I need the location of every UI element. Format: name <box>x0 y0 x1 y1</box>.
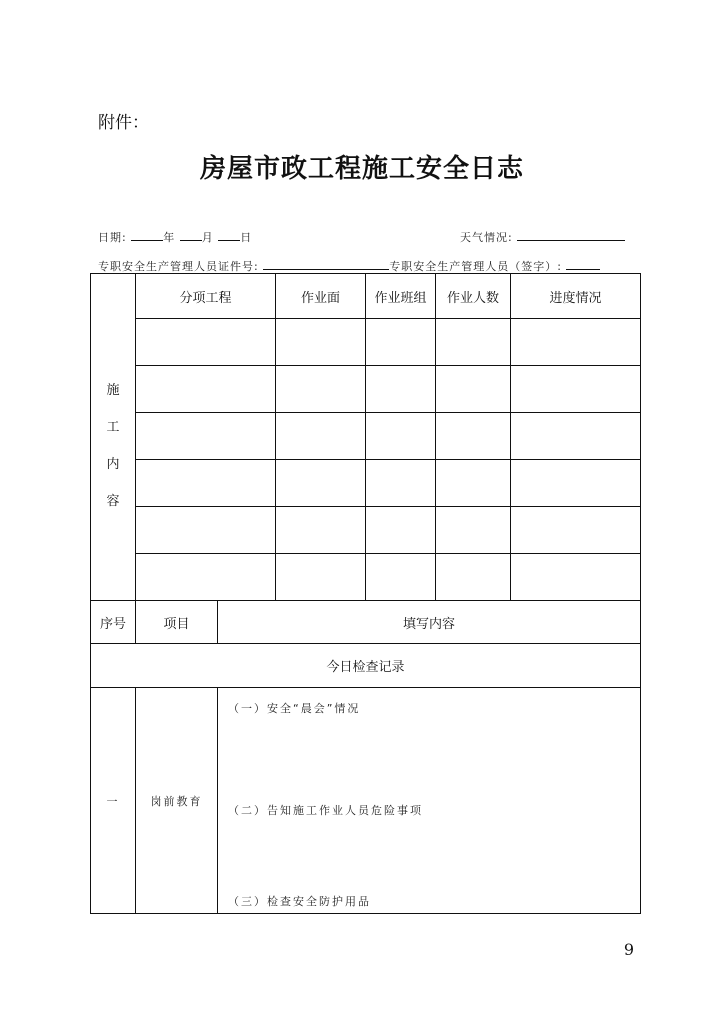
content-line-protective-equipment[interactable]: （三）检查安全防护用品 <box>228 895 371 908</box>
table-cell[interactable] <box>136 507 275 553</box>
month-label: 月 <box>201 231 214 244</box>
table-cell[interactable] <box>366 413 435 459</box>
month-blank[interactable] <box>180 230 202 241</box>
table-cell[interactable] <box>276 460 365 506</box>
content-line-hazard-notice[interactable]: （二）告知施工作业人员危险事项 <box>228 804 423 817</box>
table-cell[interactable] <box>436 413 510 459</box>
day-blank[interactable] <box>218 230 240 241</box>
year-label: 年 <box>163 231 176 244</box>
table-border <box>90 913 641 914</box>
table-cell[interactable] <box>366 507 435 553</box>
section-char: 容 <box>106 494 120 509</box>
table-cell[interactable] <box>511 366 640 412</box>
table-cell[interactable] <box>511 319 640 365</box>
table-cell[interactable] <box>276 319 365 365</box>
table-cell[interactable] <box>136 554 275 600</box>
table-cell[interactable] <box>276 366 365 412</box>
table-cell[interactable] <box>136 413 275 459</box>
section-char: 内 <box>106 457 120 472</box>
table-cell[interactable] <box>511 554 640 600</box>
section-title-inspection: 今日检查记录 <box>326 660 405 675</box>
col-header-item: 项目 <box>163 616 190 632</box>
year-blank[interactable] <box>131 230 163 241</box>
weather-field[interactable] <box>460 229 625 245</box>
table-cell[interactable] <box>276 554 365 600</box>
table-cell[interactable] <box>436 460 510 506</box>
col-header-progress: 进度情况 <box>549 290 602 306</box>
grid-line <box>217 687 218 914</box>
section-char: 施 <box>106 383 120 398</box>
weather-label: 天气情况: <box>460 231 513 244</box>
section-label-construction <box>91 372 135 520</box>
table-cell[interactable] <box>436 507 510 553</box>
col-header-subproject: 分项工程 <box>179 290 232 306</box>
page-title: 房屋市政工程施工安全日志 <box>199 154 524 184</box>
table-cell[interactable] <box>366 554 435 600</box>
table-cell[interactable] <box>366 366 435 412</box>
date-field[interactable] <box>98 229 252 245</box>
table-cell[interactable] <box>511 507 640 553</box>
signer-label: 专职安全生产管理人员（签字）: <box>389 260 562 273</box>
col-header-work-surface: 作业面 <box>300 290 340 306</box>
content-line-morning-meeting[interactable]: （一）安全“晨会”情况 <box>228 702 361 715</box>
table-cell[interactable] <box>436 366 510 412</box>
attachment-label: 附件： <box>98 113 149 133</box>
table-cell[interactable] <box>436 319 510 365</box>
table-cell[interactable] <box>511 413 640 459</box>
col-header-no: 序号 <box>99 616 126 632</box>
signer-blank[interactable] <box>566 259 600 270</box>
row-number: 一 <box>106 794 120 808</box>
table-cell[interactable] <box>136 366 275 412</box>
weather-blank[interactable] <box>517 230 625 241</box>
row-item-label: 岗前教育 <box>150 794 203 808</box>
day-label: 日 <box>240 231 253 244</box>
cert-blank[interactable] <box>263 259 389 270</box>
table-cell[interactable] <box>366 460 435 506</box>
cert-label: 专职安全生产管理人员证件号: <box>98 260 259 273</box>
cert-field[interactable] <box>98 258 600 274</box>
table-cell[interactable] <box>366 319 435 365</box>
section-char: 工 <box>106 420 120 435</box>
col-header-headcount: 作业人数 <box>446 290 499 306</box>
col-header-content: 填写内容 <box>402 616 455 632</box>
col-header-work-team: 作业班组 <box>374 290 427 306</box>
table-cell[interactable] <box>276 413 365 459</box>
table-cell[interactable] <box>136 319 275 365</box>
page-number: 9 <box>623 940 634 959</box>
table-cell[interactable] <box>276 507 365 553</box>
table-cell[interactable] <box>436 554 510 600</box>
date-label: 日期: <box>98 231 127 244</box>
table-border <box>640 273 641 914</box>
table-cell[interactable] <box>136 460 275 506</box>
table-cell[interactable] <box>511 460 640 506</box>
